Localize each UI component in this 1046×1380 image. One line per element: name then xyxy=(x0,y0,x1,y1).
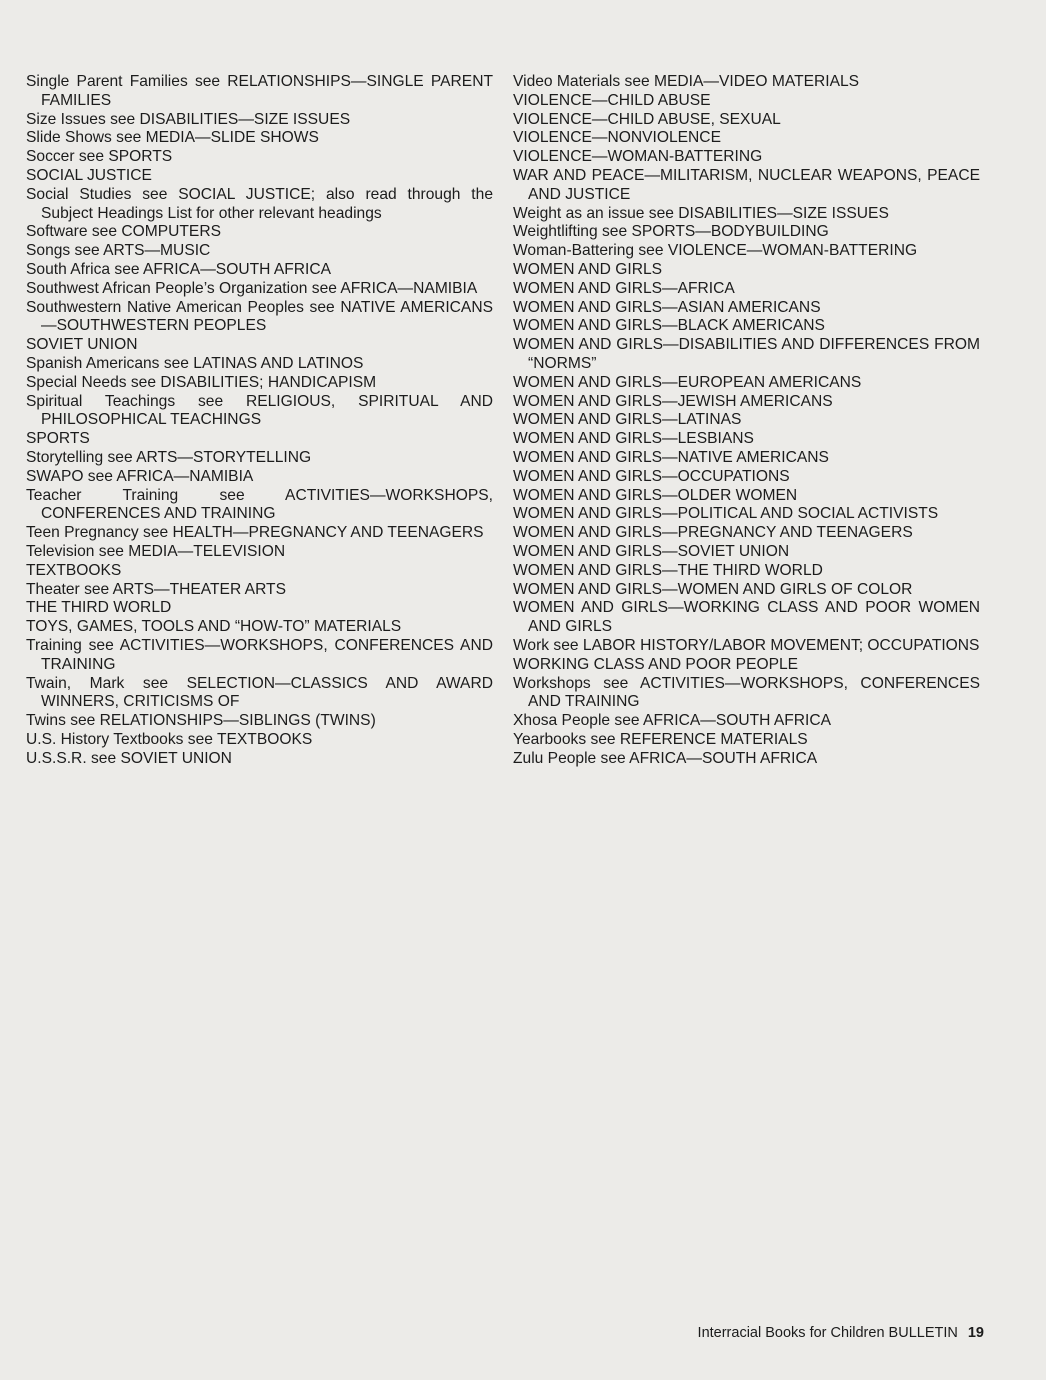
index-entry: WOMEN AND GIRLS—NATIVE AMERICANS xyxy=(513,448,829,466)
index-entry: Size Issues see DISABILITIES—SIZE ISSUES xyxy=(26,110,351,128)
index-entry: VIOLENCE—NONVIOLENCE xyxy=(513,129,721,147)
index-entry: WOMEN AND GIRLS—WOMEN AND GIRLS OF COLOR xyxy=(513,580,913,598)
index-entry: Storytelling see ARTS—STORYTELLING xyxy=(26,448,312,466)
index-entry: Zulu People see AFRICA—SOUTH AFRICA xyxy=(513,749,818,767)
index-column-right xyxy=(513,73,980,768)
page-footer xyxy=(698,1325,984,1341)
index-entry: Teen Pregnancy see HEALTH—PREGNANCY AND TEENAGERS xyxy=(26,524,484,542)
index-entry: Slide Shows see MEDIA—SLIDE SHOWS xyxy=(26,129,319,147)
index-entry: Soccer see SPORTS xyxy=(26,148,173,166)
index-entry: Work see LABOR HISTORY/LABOR MOVEMENT; OCCUPATIONS xyxy=(513,636,980,654)
index-entry: VIOLENCE—CHILD ABUSE, SEXUAL xyxy=(513,110,781,128)
index-entry: WOMEN AND GIRLS—EUROPEAN AMERICANS xyxy=(513,373,862,391)
index-entry: THE THIRD WORLD xyxy=(26,599,172,617)
index-column-left xyxy=(26,73,493,768)
index-entry: U.S.S.R. see SOVIET UNION xyxy=(26,749,232,767)
index-entry: WOMEN AND GIRLS—PREGNANCY AND TEENAGERS xyxy=(513,524,913,542)
index-entry: Workshops see ACTIVITIES—WORKSHOPS, CONFERENCES AND TRAINING xyxy=(513,674,980,711)
index-entry: South Africa see AFRICA—SOUTH AFRICA xyxy=(26,260,332,278)
index-entry: WOMEN AND GIRLS—WORKING CLASS AND POOR WOMEN AND GIRLS xyxy=(513,599,980,636)
index-entry: Yearbooks see REFERENCE MATERIALS xyxy=(513,730,808,748)
index-entry: WOMEN AND GIRLS—AFRICA xyxy=(513,279,735,297)
index-entry: WOMEN AND GIRLS—POLITICAL AND SOCIAL ACTIVISTS xyxy=(513,505,939,523)
index-entry: Woman-Battering see VIOLENCE—WOMAN-BATTERING xyxy=(513,242,918,260)
index-entry: Social Studies see SOCIAL JUSTICE; also read through the Subject Headings List for other relevant headings xyxy=(26,185,493,222)
index-entry: SPORTS xyxy=(26,430,90,448)
index-entry: Southwest African People’s Organization see AFRICA—NAMIBIA xyxy=(26,279,478,297)
index-entry: WOMEN AND GIRLS—THE THIRD WORLD xyxy=(513,561,823,579)
index-entry: WOMEN AND GIRLS—DISABILITIES AND DIFFERENCES FROM “NORMS” xyxy=(513,336,980,372)
page-number: 19 xyxy=(967,1325,984,1341)
index-entry: WORKING CLASS AND POOR PEOPLE xyxy=(513,655,799,673)
index-entry: Software see COMPUTERS xyxy=(26,223,221,241)
index-entry: WOMEN AND GIRLS—LATINAS xyxy=(513,411,742,429)
index-entry: WOMEN AND GIRLS—LESBIANS xyxy=(513,430,754,448)
index-entry: SWAPO see AFRICA—NAMIBIA xyxy=(26,467,254,485)
index-entry: Southwestern Native American Peoples see NATIVE AMERICANS—SOUTHWESTERN PEOPLES xyxy=(26,298,493,335)
index-entry: WOMEN AND GIRLS—JEWISH AMERICANS xyxy=(513,392,833,410)
index-entry: Television see MEDIA—TELEVISION xyxy=(26,542,286,560)
index-entry: Spiritual Teachings see RELIGIOUS, SPIRITUAL AND PHILOSOPHICAL TEACHINGS xyxy=(26,392,493,429)
index-entry: WOMEN AND GIRLS—ASIAN AMERICANS xyxy=(513,298,821,316)
index-entry: SOCIAL JUSTICE xyxy=(26,166,152,184)
index-entry: Training see ACTIVITIES—WORKSHOPS, CONFERENCES AND TRAINING xyxy=(26,636,493,673)
index-entry: Theater see ARTS—THEATER ARTS xyxy=(26,580,286,598)
index-entry: Weightlifting see SPORTS—BODYBUILDING xyxy=(513,223,829,241)
index-entry: WOMEN AND GIRLS—OCCUPATIONS xyxy=(513,467,790,485)
index-entry: Special Needs see DISABILITIES; HANDICAPISM xyxy=(26,373,377,391)
index-entry: Xhosa People see AFRICA—SOUTH AFRICA xyxy=(513,712,832,730)
index-entry: VIOLENCE—WOMAN-BATTERING xyxy=(513,148,763,166)
index-entry: Twins see RELATIONSHIPS—SIBLINGS (TWINS) xyxy=(26,712,376,730)
index-entry: Twain, Mark see SELECTION—CLASSICS AND AWARD WINNERS, CRITICISMS OF xyxy=(26,674,493,711)
index-entry: Spanish Americans see LATINAS AND LATINOS xyxy=(26,354,364,372)
index-entry: WAR AND PEACE—MILITARISM, NUCLEAR WEAPONS, PEACE AND JUSTICE xyxy=(513,166,980,203)
publication-title: Interracial Books for Children BULLETIN xyxy=(697,1325,958,1341)
index-entry: VIOLENCE—CHILD ABUSE xyxy=(513,91,711,109)
index-entry: Songs see ARTS—MUSIC xyxy=(26,242,211,260)
index-entry: WOMEN AND GIRLS—SOVIET UNION xyxy=(513,542,790,560)
index-entry: SOVIET UNION xyxy=(26,336,138,354)
index-entry: U.S. History Textbooks see TEXTBOOKS xyxy=(26,730,313,748)
index-entry: Single Parent Families see RELATIONSHIPS—SINGLE PARENT FAMILIES xyxy=(26,73,493,109)
index-entry: WOMEN AND GIRLS xyxy=(513,260,663,278)
index-entry: WOMEN AND GIRLS—BLACK AMERICANS xyxy=(513,317,825,335)
index-entry: Weight as an issue see DISABILITIES—SIZE ISSUES xyxy=(513,204,889,222)
index-entry: Teacher Training see ACTIVITIES—WORKSHOPS, CONFERENCES AND TRAINING xyxy=(26,486,493,523)
index-entry: TOYS, GAMES, TOOLS AND “HOW-TO” MATERIALS xyxy=(26,618,402,636)
index-entry: WOMEN AND GIRLS—OLDER WOMEN xyxy=(513,486,798,504)
index-entry: Video Materials see MEDIA—VIDEO MATERIALS xyxy=(513,73,860,90)
index-entry: TEXTBOOKS xyxy=(26,561,122,579)
